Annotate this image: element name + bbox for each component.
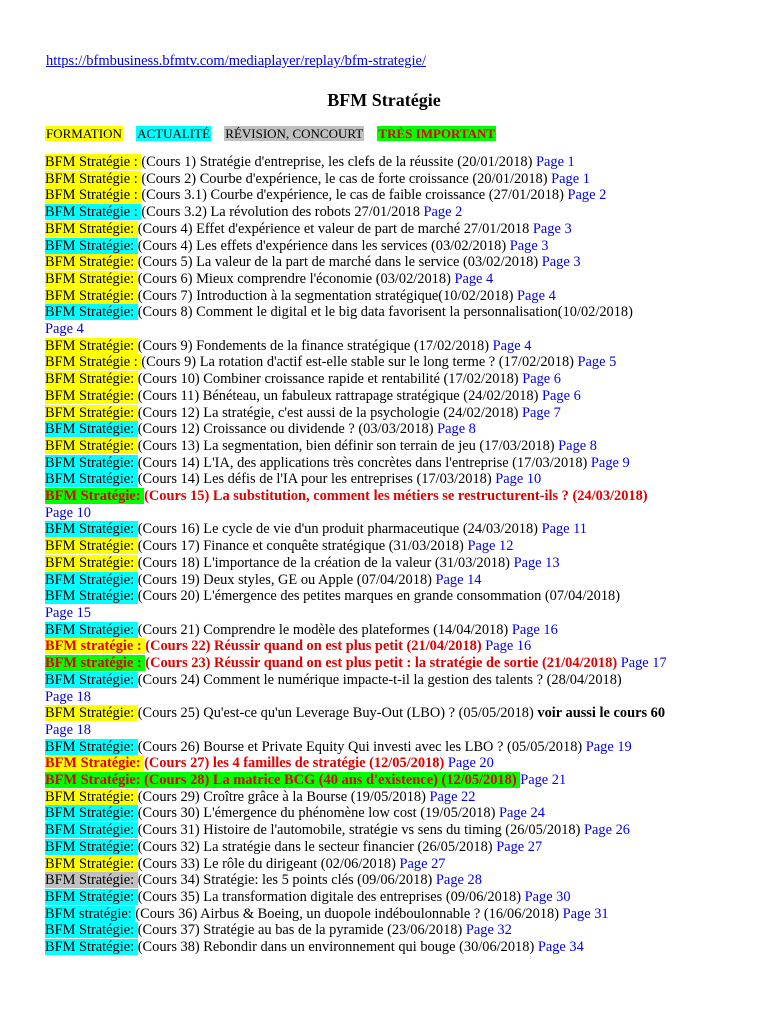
- list-item: [45, 755, 735, 772]
- series-label: BFM Stratégie:: [45, 922, 138, 939]
- list-item: [45, 789, 735, 806]
- page-link[interactable]: Page 20: [447, 755, 494, 772]
- list-item: [45, 655, 735, 672]
- list-item: [45, 772, 735, 789]
- page-link[interactable]: Page 9: [590, 454, 630, 471]
- course-title: (Cours 27) les 4 familles de stratégie (12/05/2018): [144, 755, 448, 772]
- list-item: [45, 872, 735, 889]
- list-item: [45, 354, 735, 371]
- page-link[interactable]: Page 24: [498, 805, 545, 822]
- legend-revision: RÉVISION, CONCOURT: [225, 126, 364, 141]
- course-title: (Cours 21) Comprendre le modèle des plateformes (14/04/2018): [137, 621, 512, 638]
- series-label: BFM Stratégie:: [45, 421, 138, 438]
- series-label: BFM Stratégie:: [45, 939, 138, 956]
- page-link[interactable]: Page 8: [558, 437, 597, 454]
- page-link[interactable]: Page 14: [435, 571, 482, 588]
- page-link[interactable]: Page 4: [454, 270, 494, 287]
- page-link[interactable]: Page 3: [541, 254, 581, 271]
- page-link[interactable]: Page 32: [465, 922, 512, 939]
- series-label: BFM Stratégie:: [45, 822, 138, 839]
- course-title: (Cours 3.2) La révolution des robots 27/01/2018: [141, 204, 424, 221]
- list-item: [45, 338, 735, 355]
- series-label: BFM Stratégie:: [45, 538, 138, 555]
- page-link[interactable]: Page 31: [562, 905, 609, 922]
- series-label: BFM Stratégie:: [45, 270, 138, 287]
- course-title: (Cours 23) Réussir quand on est plus petit : la stratégie de sortie (21/04/2018): [145, 655, 621, 672]
- course-title: (Cours 38) Rebondir dans un environnement qui bouge (30/06/2018): [137, 939, 538, 956]
- course-title: (Cours 36) Airbus & Boeing, un duopole indéboulonnable ? (16/06/2018): [135, 905, 563, 922]
- list-item: [45, 455, 735, 472]
- course-title: (Cours 34) Stratégie: les 5 points clés (09/06/2018): [137, 872, 436, 889]
- list-item: [45, 187, 735, 204]
- page-link[interactable]: Page 26: [584, 822, 630, 839]
- page-link[interactable]: Page 27: [399, 855, 446, 872]
- list-item: [45, 922, 735, 939]
- course-title: (Cours 33) Le rôle du dirigeant (02/06/2018): [137, 855, 400, 872]
- series-label: BFM Stratégie :: [45, 204, 142, 221]
- page-link[interactable]: Page 4: [517, 287, 556, 304]
- course-title: (Cours 17) Finance et conquête stratégique (31/03/2018): [137, 538, 468, 555]
- page-link[interactable]: Page 18: [45, 688, 91, 705]
- page-link[interactable]: Page 5: [577, 354, 617, 371]
- page-link[interactable]: Page 15: [45, 604, 91, 621]
- course-title: (Cours 35) La transformation digitale des entreprises (09/06/2018): [137, 888, 525, 905]
- list-item: [45, 638, 735, 655]
- page-link[interactable]: Page 28: [435, 872, 482, 889]
- page-link[interactable]: Page 8: [437, 421, 476, 438]
- list-item: [45, 154, 735, 171]
- series-label: BFM Stratégie:: [45, 888, 138, 905]
- page-link[interactable]: Page 6: [542, 387, 581, 404]
- page-link[interactable]: Page 22: [429, 788, 476, 805]
- list-item: [45, 822, 735, 839]
- course-title: (Cours 3.1) Courbe d'expérience, le cas de faible croissance (27/01/2018): [141, 187, 568, 204]
- course-title: (Cours 37) Stratégie au bas de la pyramide (23/06/2018): [137, 922, 466, 939]
- series-label: BFM Stratégie:: [45, 337, 138, 354]
- series-label: BFM stratégie :: [45, 638, 146, 655]
- page-link[interactable]: Page 4: [45, 321, 84, 338]
- course-title: (Cours 32) La stratégie dans le secteur financier (26/05/2018): [137, 838, 497, 855]
- course-title: (Cours 22) Réussir quand on est plus petit (21/04/2018): [145, 638, 486, 655]
- course-title: (Cours 8) Comment le digital et le big data favorisent la personnalisation(10/02/2018): [137, 304, 633, 321]
- list-item: [45, 572, 735, 589]
- course-title: (Cours 20) L'émergence des petites marques en grande consommation (07/04/2018): [137, 588, 621, 605]
- page-title: BFM Stratégie: [327, 90, 441, 110]
- course-title: (Cours 14) Les défis de l'IA pour les entreprises (17/03/2018): [137, 471, 496, 488]
- series-label: BFM Stratégie :: [45, 187, 142, 204]
- page-link[interactable]: Page 16: [485, 638, 532, 655]
- list-item: [45, 304, 735, 321]
- list-item: [45, 371, 735, 388]
- list-item: [45, 271, 735, 288]
- series-label: BFM Stratégie:: [45, 738, 138, 755]
- legend-important: TRÈS IMPORTANT: [378, 126, 496, 141]
- page-link[interactable]: Page 3: [509, 237, 549, 254]
- page-link[interactable]: Page 18: [45, 721, 91, 738]
- series-label: BFM Stratégie:: [45, 772, 145, 789]
- series-label: BFM Stratégie:: [45, 254, 138, 271]
- course-title: (Cours 1) Stratégie d'entreprise, les clefs de la réussite (20/01/2018): [141, 154, 536, 170]
- list-item-continuation: [45, 505, 735, 522]
- series-label: BFM Stratégie:: [45, 287, 138, 304]
- series-label: BFM Stratégie:: [45, 371, 138, 388]
- course-title: (Cours 10) Combiner croissance rapide et rentabilité (17/02/2018): [137, 371, 523, 388]
- course-title: (Cours 14) L'IA, des applications très concrètes dans l'entreprise (17/03/2018): [137, 454, 591, 471]
- list-item: [45, 805, 735, 822]
- page-link[interactable]: Page 13: [513, 554, 560, 571]
- series-label: BFM Stratégie:: [45, 805, 138, 822]
- series-label: BFM Stratégie:: [45, 554, 138, 571]
- series-label: BFM Stratégie:: [45, 237, 138, 254]
- series-label: BFM Stratégie :: [45, 170, 142, 187]
- page-link[interactable]: Page 17: [620, 655, 667, 672]
- list-item: [45, 471, 735, 488]
- course-title: (Cours 5) La valeur de la part de marché dans le service (03/02/2018): [137, 254, 542, 271]
- list-item-continuation: [45, 722, 735, 739]
- list-item: [45, 221, 735, 238]
- course-title: (Cours 11) Bénéteau, un fabuleux rattrapage stratégique (24/02/2018): [137, 387, 543, 404]
- list-item: [45, 939, 735, 956]
- list-item: [45, 906, 735, 923]
- list-item: [45, 488, 735, 505]
- series-label: BFM Stratégie:: [45, 404, 138, 421]
- list-item: [45, 171, 735, 188]
- course-title: (Cours 12) Croissance ou dividende ? (03/03/2018): [137, 421, 438, 438]
- course-title: (Cours 9) La rotation d'actif est-elle stable sur le long terme ? (17/02/2018): [141, 354, 578, 371]
- series-label: BFM Stratégie:: [45, 571, 138, 588]
- series-label: BFM Stratégie:: [45, 454, 138, 471]
- course-title: (Cours 24) Comment le numérique impacte-t-il la gestion des talents ? (28/04/2018): [137, 671, 622, 688]
- legend-formation: FORMATION: [46, 126, 122, 141]
- course-title: (Cours 4) Effet d'expérience et valeur de part de marché 27/01/2018: [137, 220, 533, 237]
- series-label: BFM Stratégie:: [45, 621, 138, 638]
- list-item: [45, 521, 735, 538]
- series-label: BFM Stratégie:: [45, 788, 138, 805]
- list-item: [45, 672, 735, 689]
- page-link[interactable]: Page 11: [541, 521, 588, 538]
- list-item: [45, 622, 735, 639]
- course-title: (Cours 6) Mieux comprendre l'économie (03/02/2018): [137, 270, 455, 287]
- series-label: BFM Stratégie:: [45, 671, 138, 688]
- page-link[interactable]: Page 30: [524, 888, 571, 905]
- page-link[interactable]: Page 4: [492, 337, 532, 354]
- list-item-continuation: [45, 605, 735, 622]
- page-link[interactable]: Page 34: [537, 939, 584, 956]
- course-title: (Cours 4) Les effets d'expérience dans les services (03/02/2018): [137, 237, 510, 254]
- series-label: BFM Stratégie:: [45, 387, 138, 404]
- list-item: [45, 254, 735, 271]
- series-label: BFM Stratégie:: [45, 588, 138, 605]
- list-item: [45, 204, 735, 221]
- page-link[interactable]: Page 10: [495, 471, 542, 488]
- list-item-continuation: [45, 689, 735, 706]
- series-label: BFM stratégie :: [45, 655, 146, 672]
- page-link[interactable]: Page 6: [522, 371, 561, 388]
- course-title: (Cours 15) La substitution, comment les métiers se restructurent-ils ? (24/03/2018): [144, 488, 648, 505]
- page-link[interactable]: Page 2: [567, 187, 607, 204]
- page-link[interactable]: Page 19: [585, 738, 632, 755]
- list-item: [45, 438, 735, 455]
- page-link[interactable]: Page 3: [532, 220, 572, 237]
- page-link[interactable]: Page 2: [423, 204, 463, 221]
- course-title: (Cours 26) Bourse et Private Equity Qui investi avec les LBO ? (05/05/2018): [137, 738, 586, 755]
- cross-reference-note: voir aussi le cours 60: [537, 705, 666, 722]
- page-link[interactable]: Page 27: [496, 838, 543, 855]
- course-title: (Cours 7) Introduction à la segmentation stratégique(10/02/2018): [137, 287, 518, 304]
- list-item: [45, 238, 735, 255]
- page-link[interactable]: Page 1: [535, 154, 575, 170]
- list-item: [45, 421, 735, 438]
- page-link[interactable]: Page 21: [520, 772, 567, 789]
- course-title: (Cours 29) Croître grâce à la Bourse (19/05/2018): [137, 788, 430, 805]
- series-label: BFM Stratégie :: [45, 354, 142, 371]
- series-label: BFM Stratégie:: [45, 755, 145, 772]
- bfm-strategie-link[interactable]: https://bfmbusiness.bfmtv.com/mediaplayer/replay/bfm-strategie/: [46, 53, 426, 69]
- list-item: [45, 739, 735, 756]
- list-item-continuation: [45, 321, 735, 338]
- course-title: (Cours 16) Le cycle de vie d'un produit pharmaceutique (24/03/2018): [137, 521, 542, 538]
- series-label: BFM Stratégie :: [45, 154, 142, 170]
- color-legend: [45, 126, 496, 142]
- page-link[interactable]: Page 1: [551, 170, 590, 187]
- series-label: BFM Stratégie:: [45, 304, 138, 321]
- list-item: [45, 839, 735, 856]
- series-label: BFM Stratégie:: [45, 471, 138, 488]
- course-title: (Cours 25) Qu'est-ce qu'un Leverage Buy-Out (LBO) ? (05/05/2018): [137, 705, 538, 722]
- list-item: [45, 388, 735, 405]
- series-label: BFM stratégie:: [45, 905, 136, 922]
- course-title: (Cours 28) La matrice BCG (40 ans d'existence) (12/05/2018): [144, 772, 521, 789]
- series-label: BFM Stratégie:: [45, 705, 138, 722]
- list-item: [45, 405, 735, 422]
- list-item: [45, 288, 735, 305]
- course-title: (Cours 9) Fondements de la finance stratégique (17/02/2018): [137, 337, 493, 354]
- list-item: [45, 588, 735, 605]
- list-item: [45, 538, 735, 555]
- course-title: (Cours 18) L'importance de la création de la valeur (31/03/2018): [137, 554, 514, 571]
- page-link[interactable]: Page 16: [511, 621, 558, 638]
- course-list: [45, 154, 735, 956]
- course-title: (Cours 30) L'émergence du phénomène low cost (19/05/2018): [137, 805, 499, 822]
- series-label: BFM Stratégie:: [45, 872, 138, 889]
- series-label: BFM Stratégie:: [45, 437, 138, 454]
- course-title: (Cours 2) Courbe d'expérience, le cas de forte croissance (20/01/2018): [141, 170, 552, 187]
- course-title: (Cours 13) La segmentation, bien définir son terrain de jeu (17/03/2018): [137, 437, 559, 454]
- series-label: BFM Stratégie:: [45, 488, 145, 505]
- list-item: [45, 856, 735, 873]
- course-title: (Cours 12) La stratégie, c'est aussi de la psychologie (24/02/2018): [137, 404, 523, 421]
- page-link[interactable]: Page 10: [45, 504, 91, 521]
- series-label: BFM Stratégie:: [45, 220, 138, 237]
- list-item: [45, 555, 735, 572]
- page-link[interactable]: Page 7: [522, 404, 561, 421]
- page-link[interactable]: Page 12: [467, 538, 514, 555]
- course-title: (Cours 31) Histoire de l'automobile, stratégie vs sens du timing (26/05/2018): [137, 822, 584, 839]
- course-title: (Cours 19) Deux styles, GE ou Apple (07/04/2018): [137, 571, 436, 588]
- series-label: BFM Stratégie:: [45, 521, 138, 538]
- series-label: BFM Stratégie:: [45, 838, 138, 855]
- list-item: [45, 889, 735, 906]
- list-item: [45, 705, 735, 722]
- series-label: BFM Stratégie:: [45, 855, 138, 872]
- legend-actualite: ACTUALITÉ: [137, 126, 211, 141]
